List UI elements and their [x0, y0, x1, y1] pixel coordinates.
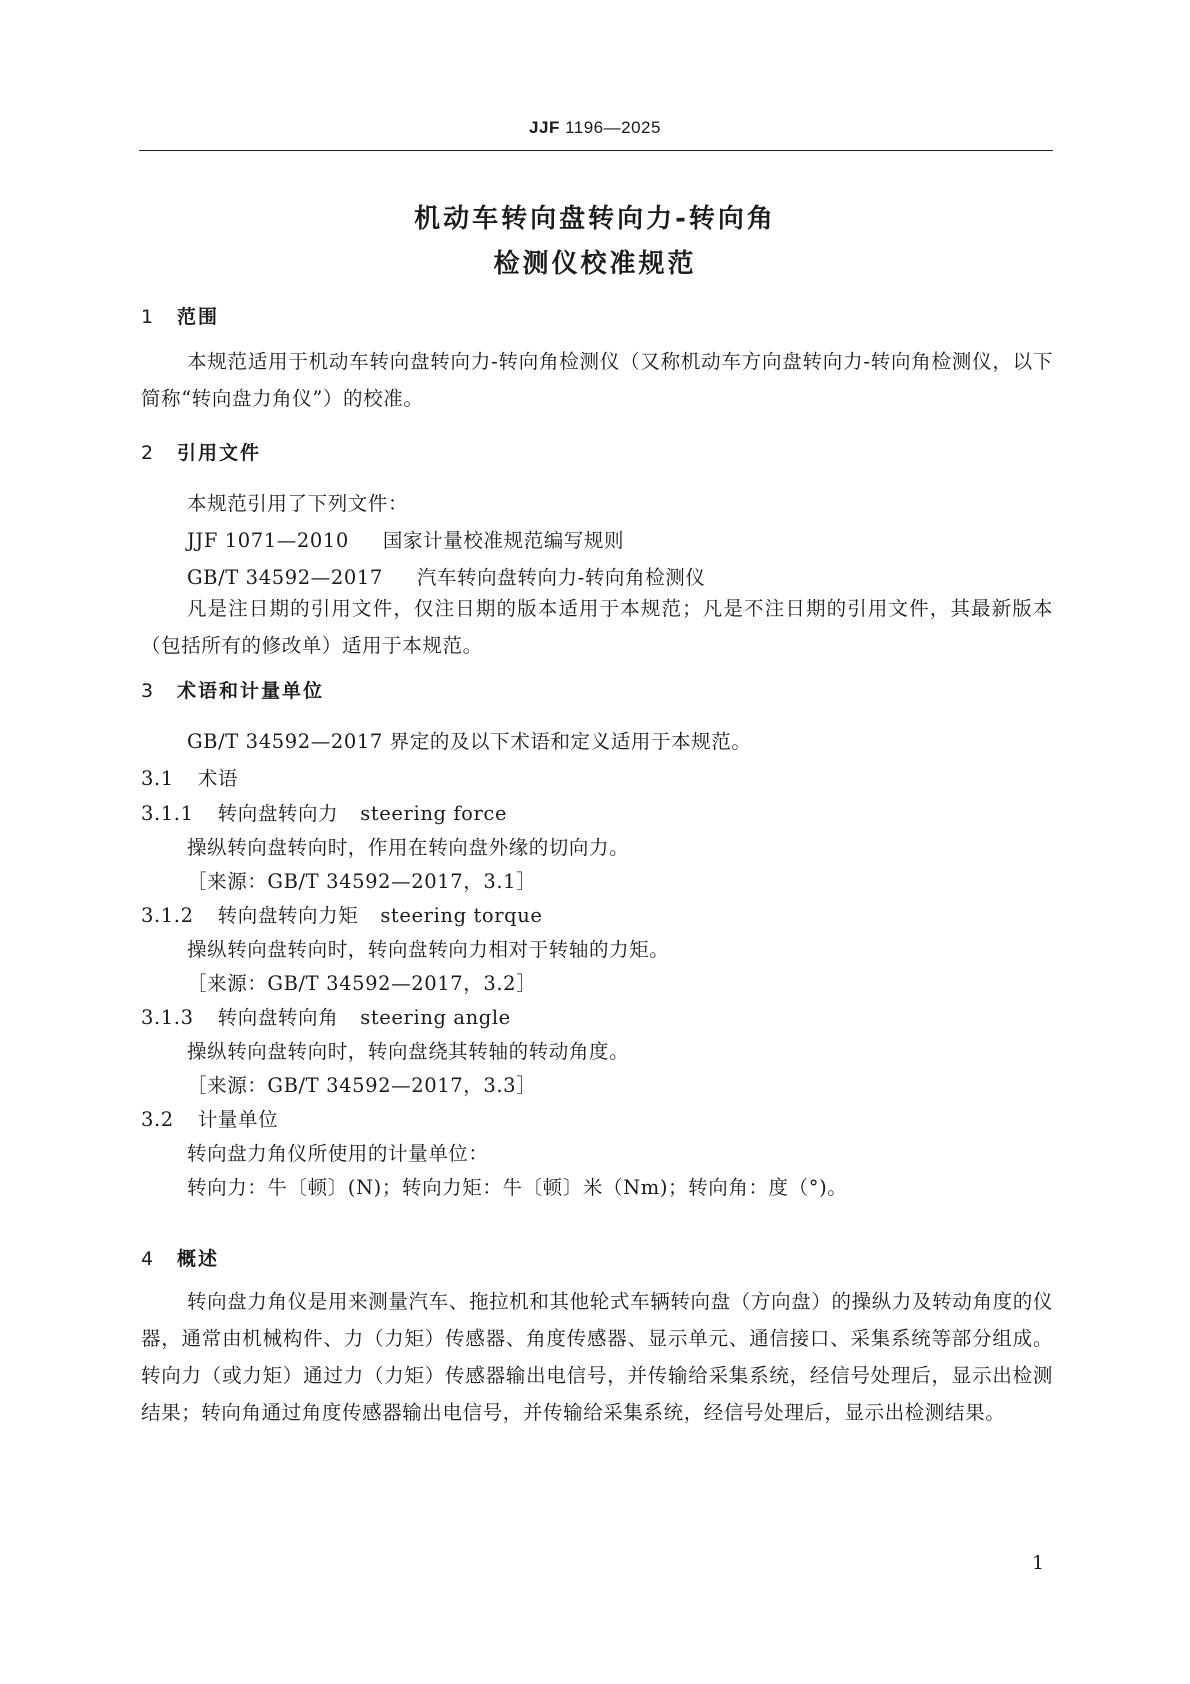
- header-prefix: JJF: [529, 118, 560, 137]
- section-number: 3: [141, 680, 156, 702]
- reference-code: JJF 1071—2010: [187, 529, 349, 552]
- subsection-number: 3.1: [141, 767, 174, 790]
- terms-intro: GB/T 34592—2017 界定的及以下术语和定义适用于本规范。: [187, 730, 752, 753]
- section-number: 4: [141, 1248, 156, 1270]
- units-intro: 转向盘力角仪所使用的计量单位：: [187, 1142, 489, 1165]
- section-1-text: 本规范适用于机动车转向盘转向力-转向角检测仪（又称机动车方向盘转向力-转向角检测仪，以下简称“转向盘力角仪”）的校准。: [141, 350, 1053, 410]
- section-4-text: 转向盘力角仪是用来测量汽车、拖拉机和其他轮式车辆转向盘（方向盘）的操纵力及转动角度的仪器，通常由机械构件、力（力矩）传感器、角度传感器、显示单元、通信接口、采集系统等部分组成。转向力（或力矩）通过力（力矩）传感器输出电信号，并传输给采集系统，经信号处理后，显示出检测结果；转向角通过角度传感器输出电信号，并传输给采集系统，经信号处理后，显示出检测结果。: [141, 1290, 1053, 1424]
- section-2-heading: [141, 438, 261, 465]
- reference-2: [187, 562, 705, 590]
- page-number: 1: [1032, 1552, 1045, 1574]
- title-line2: 检测仪校准规范: [493, 249, 697, 279]
- section-3-heading: [141, 676, 324, 703]
- section-number: 1: [141, 306, 156, 328]
- term-en: steering force: [360, 802, 508, 825]
- reference-title: 汽车转向盘转向力-转向角检测仪: [416, 566, 706, 589]
- term-cn: 转向盘转向角: [217, 1006, 339, 1029]
- term-number: 3.1.1: [141, 802, 194, 825]
- section-number: 2: [141, 442, 156, 464]
- term-cn: 转向盘转向力: [217, 802, 339, 825]
- term-definition: 操纵转向盘转向时，转向盘绕其转轴的转动角度。: [187, 1040, 630, 1063]
- term-number: 3.1.2: [141, 904, 194, 927]
- term-definition: 操纵转向盘转向时，作用在转向盘外缘的切向力。: [187, 836, 630, 859]
- subsection-number: 3.2: [141, 1108, 174, 1131]
- term-source: ［来源：GB/T 34592—2017，3.2］: [187, 972, 537, 995]
- section-title: 范围: [177, 306, 220, 328]
- references-intro: 本规范引用了下列文件：: [187, 492, 409, 515]
- header-rule: [139, 150, 1053, 151]
- term-en: steering torque: [380, 904, 543, 927]
- term-cn: 转向盘转向力矩: [217, 904, 359, 927]
- reference-title: 国家计量校准规范编写规则: [382, 529, 625, 552]
- term-source: ［来源：GB/T 34592—2017，3.1］: [187, 870, 537, 893]
- term-number: 3.1.3: [141, 1006, 194, 1029]
- section-title: 引用文件: [177, 442, 262, 464]
- title-line1: 机动车转向盘转向力-转向角: [414, 204, 776, 234]
- term-3-1-1: [141, 798, 507, 826]
- section-title: 术语和计量单位: [177, 680, 325, 702]
- header-number: 1196—2025: [565, 118, 661, 137]
- references-note: 凡是注日期的引用文件，仅注日期的版本适用于本规范；凡是不注日期的引用文件，其最新版本（包括所有的修改单）适用于本规范。: [141, 597, 1053, 657]
- subsection-title: 术语: [197, 767, 239, 790]
- subsection-3-1: [141, 763, 238, 791]
- term-3-1-2: [141, 900, 543, 928]
- section-1-heading: [141, 302, 219, 329]
- header-code: [0, 118, 1190, 138]
- subsection-3-2: [141, 1104, 278, 1132]
- term-3-1-3: [141, 1002, 511, 1030]
- units-list: 转向力：牛〔顿〕(N)；转向力矩：牛〔顿〕米（Nm)；转向角：度（°)。: [187, 1176, 848, 1199]
- section-4-heading: [141, 1244, 219, 1271]
- section-title: 概述: [177, 1248, 220, 1270]
- term-definition: 操纵转向盘转向时，转向盘转向力相对于转轴的力矩。: [187, 938, 670, 961]
- term-source: ［来源：GB/T 34592—2017，3.3］: [187, 1074, 537, 1097]
- reference-code: GB/T 34592—2017: [187, 566, 383, 589]
- subsection-title: 计量单位: [197, 1108, 279, 1131]
- term-en: steering angle: [360, 1006, 511, 1029]
- reference-1: [187, 525, 624, 553]
